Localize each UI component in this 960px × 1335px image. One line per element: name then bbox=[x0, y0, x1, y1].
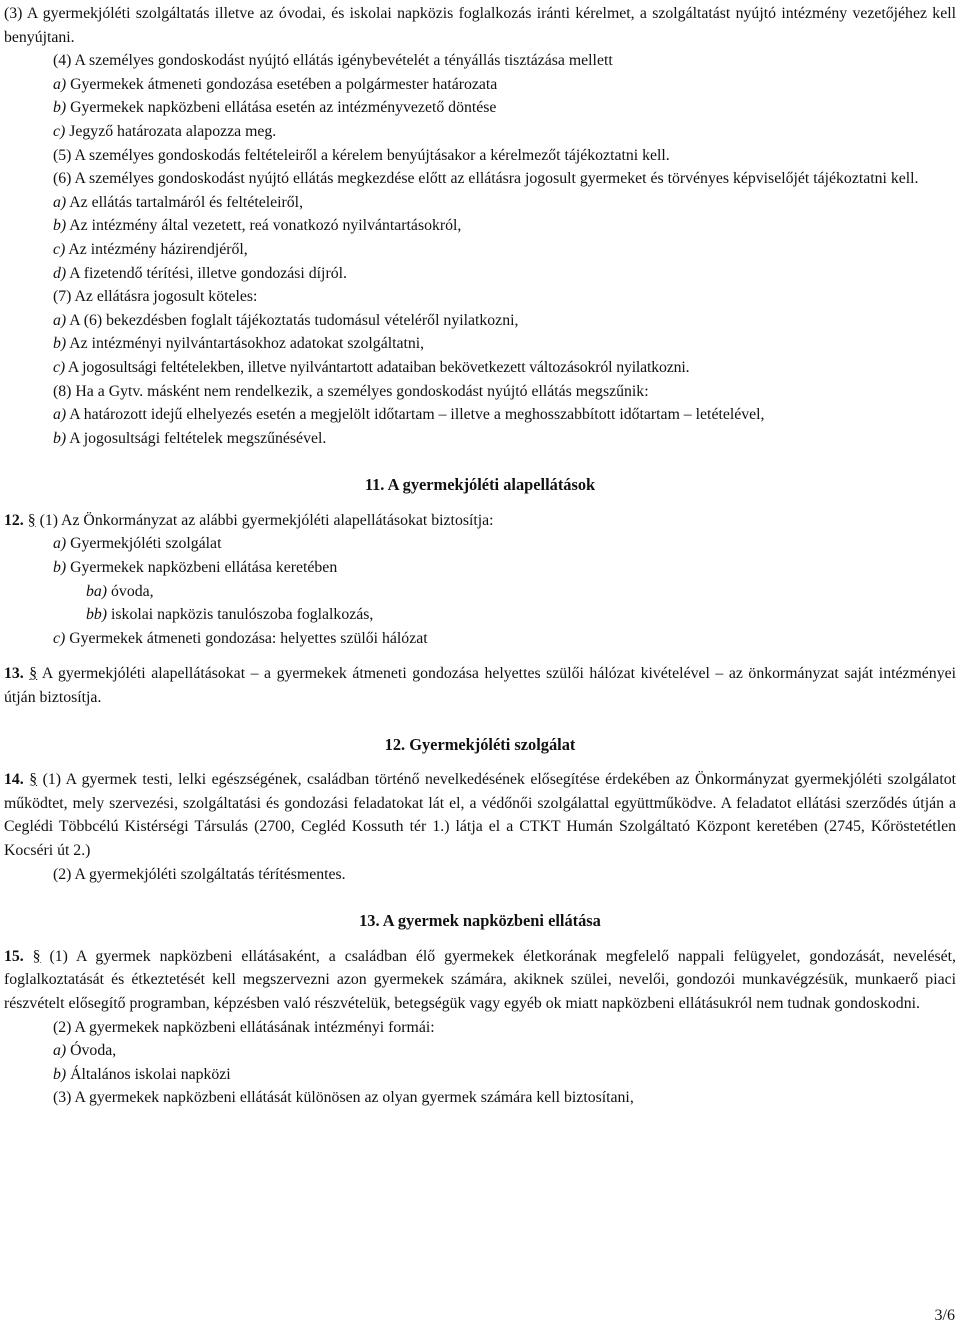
paragraph-text: (7) Az ellátásra jogosult köteles: bbox=[53, 288, 258, 306]
list-label: b) bbox=[53, 559, 67, 577]
paragraph-text: (6) A személyes gondoskodást nyújtó ellátás megkezdése előtt az ellátásra jogosult gyermeket és törvényes képviselőjét tájékoztatni kell. bbox=[53, 170, 919, 188]
list-item bbox=[4, 427, 956, 451]
list-text: Jegyző határozata alapozza meg. bbox=[69, 122, 277, 140]
page-number: 3/6 bbox=[934, 1307, 955, 1324]
section-symbol: § bbox=[29, 665, 38, 683]
document-page bbox=[4, 2, 956, 1110]
paragraph-4 bbox=[4, 49, 956, 73]
list-text: A határozott idejű elhelyezés esetén a megjelölt időtartam – illetve a meghosszabbított időtartam – letételével, bbox=[69, 406, 765, 424]
list-label: a) bbox=[53, 1042, 67, 1060]
list-text: Az ellátás tartalmáról és feltételeiről, bbox=[69, 193, 304, 211]
section-number: 13. bbox=[4, 665, 24, 683]
paragraph-text: (4) A személyes gondoskodást nyújtó ellátás igénybevételét a tényállás tisztázása mellett bbox=[53, 52, 613, 70]
list-text: Gyermekek átmeneti gondozása esetében a polgármester határozata bbox=[70, 75, 498, 93]
list-item bbox=[4, 403, 956, 427]
section-symbol: § bbox=[29, 771, 38, 789]
list-text: Gyermekjóléti szolgálat bbox=[70, 535, 222, 553]
list-text: A (6) bekezdésben foglalt tájékoztatás tudomásul vételéről nyilatkozni, bbox=[69, 311, 519, 329]
paragraph-text: (8) Ha a Gytv. másként nem rendelkezik, a személyes gondoskodást nyújtó ellátás megszűnik: bbox=[53, 382, 649, 400]
paragraph-14-2 bbox=[4, 863, 956, 887]
list-label: a) bbox=[53, 311, 67, 329]
list-text: A jogosultsági feltételekben, illetve nyilvántartott adataiban bekövetkezett változásokról nyilatkozni. bbox=[67, 358, 690, 376]
list-item bbox=[4, 73, 956, 97]
section-text: (1) A gyermek napközbeni ellátásaként, a családban élő gyermekek életkorának megfelelő nappali felügyelet, gondozását, nevelését, foglalkoztatását és étkeztetését kell megszervezni azon gyermekek számára, akiknek szülei, nevelői, gondozói munkavégzésük, munkaerő piaci részvételt elősegítő programban, képzésben való részvételük, betegségük vagy egyéb ok miatt napközbeni ellátásukról nem tudnak gondoskodni. bbox=[4, 947, 956, 1012]
list-label: b) bbox=[53, 429, 67, 447]
paragraph-text: (3) A gyermekjóléti szolgáltatás illetve az óvodai, és iskolai napközis foglalkozás iránti kérelmet, a szolgáltatást nyújtó intézmény vezetőjéhez kell benyújtani. bbox=[4, 5, 956, 46]
list-label: a) bbox=[53, 535, 67, 553]
section-text: (1) Az Önkormányzat az alábbi gyermekjóléti alapellátásokat biztosítja: bbox=[39, 511, 494, 529]
list-item bbox=[4, 1063, 956, 1087]
paragraph-text: (5) A személyes gondoskodás feltételeiről a kérelem benyújtásakor a kérelmezőt tájékoztatni kell. bbox=[53, 146, 670, 164]
list-item bbox=[4, 532, 956, 556]
list-label: b) bbox=[53, 335, 67, 353]
paragraph-7 bbox=[4, 285, 956, 309]
list-item bbox=[4, 1039, 956, 1063]
list-label: bb) bbox=[86, 606, 108, 624]
list-label: c) bbox=[53, 240, 66, 258]
paragraph-15-3 bbox=[4, 1086, 956, 1110]
paragraph-15-2 bbox=[4, 1016, 956, 1040]
paragraph-text: (2) A gyermekek napközbeni ellátásának intézményi formái: bbox=[53, 1018, 435, 1036]
section-number: 14. bbox=[4, 771, 24, 789]
list-item bbox=[4, 309, 956, 333]
list-text: iskolai napközis tanulószoba foglalkozás, bbox=[111, 606, 374, 624]
list-label: c) bbox=[53, 358, 65, 376]
paragraph-3 bbox=[4, 2, 956, 49]
list-text: A fizetendő térítési, illetve gondozási díjról. bbox=[69, 264, 347, 282]
section-symbol: § bbox=[32, 947, 41, 965]
paragraph-text: (3) A gyermekek napközbeni ellátását különösen az olyan gyermek számára kell biztosítani, bbox=[53, 1089, 634, 1107]
list-label: a) bbox=[53, 406, 67, 424]
list-item bbox=[4, 96, 956, 120]
section-heading-12: 12. Gyermekjóléti szolgálat bbox=[384, 734, 576, 754]
section-symbol: § bbox=[27, 511, 36, 529]
list-text: Gyermekek átmeneti gondozása: helyettes szülői hálózat bbox=[69, 629, 428, 647]
section-text: A gyermekjóléti alapellátásokat – a gyermekek átmeneti gondozása helyettes szülői hálózat kivételével – az önkormányzat saját intézményei útján biztosítja. bbox=[4, 665, 957, 707]
list-item bbox=[4, 191, 956, 215]
list-text: Gyermekek napközbeni ellátása esetén az intézményvezető döntése bbox=[70, 99, 497, 117]
list-text: Az intézményi nyilvántartásokhoz adatokat szolgáltatni, bbox=[69, 335, 425, 353]
list-text: A jogosultsági feltételek megszűnésével. bbox=[69, 429, 327, 447]
list-label: a) bbox=[53, 75, 67, 93]
list-item bbox=[4, 120, 956, 144]
list-subitem bbox=[4, 603, 956, 627]
list-text: óvoda, bbox=[111, 582, 154, 600]
section-heading-13: 13. A gyermek napközbeni ellátása bbox=[359, 911, 601, 931]
section-12 bbox=[4, 509, 956, 533]
list-item bbox=[4, 262, 956, 286]
section-15 bbox=[4, 945, 956, 1016]
section-14 bbox=[4, 768, 956, 862]
list-label: b) bbox=[53, 1065, 67, 1083]
list-text: Az intézmény házirendjéről, bbox=[68, 240, 248, 258]
list-subitem bbox=[4, 580, 956, 604]
list-text: Általános iskolai napközi bbox=[70, 1065, 231, 1083]
list-text: Az intézmény által vezetett, reá vonatkozó nyilvántartásokról, bbox=[69, 217, 462, 235]
list-label: d) bbox=[53, 264, 67, 282]
list-label: c) bbox=[53, 629, 66, 647]
list-item bbox=[4, 556, 956, 580]
list-item bbox=[4, 214, 956, 238]
list-label: ba) bbox=[86, 582, 108, 600]
list-item bbox=[4, 332, 956, 356]
section-heading-11: 11. A gyermekjóléti alapellátások bbox=[364, 475, 596, 495]
section-13 bbox=[4, 662, 956, 709]
section-text: (1) A gyermek testi, lelki egészségének, családban történő nevelkedésének elősegítése érdekében az Önkormányzat gyermekjóléti szolgálatot működtet, mely szervezési, szolgáltatási és gondozási feladatokat lát el, a védőnői szolgálattal együttműködve. A feladatot ellátási szerződés útján a Ceglédi Többcélú Kistérségi Társulás (2700, Cegléd Kossuth tér 1.) látja el a CTKT Humán Szolgáltató Központ keretében (2745, Kőröstetétlen Kocséri út 2.) bbox=[4, 771, 956, 859]
list-label: a) bbox=[53, 193, 67, 211]
list-item bbox=[4, 627, 956, 651]
paragraph-8 bbox=[4, 380, 956, 404]
list-text: Gyermekek napközbeni ellátása keretében bbox=[70, 559, 338, 577]
paragraph-6 bbox=[4, 167, 956, 191]
section-number: 15. bbox=[4, 947, 24, 965]
list-label: b) bbox=[53, 217, 67, 235]
paragraph-5 bbox=[4, 144, 956, 168]
list-item bbox=[4, 356, 956, 380]
paragraph-text: (2) A gyermekjóléti szolgáltatás térítésmentes. bbox=[53, 865, 346, 883]
section-number: 12. bbox=[4, 511, 24, 529]
list-text: Óvoda, bbox=[70, 1042, 117, 1060]
list-item bbox=[4, 238, 956, 262]
list-label: c) bbox=[53, 122, 66, 140]
list-label: b) bbox=[53, 99, 67, 117]
